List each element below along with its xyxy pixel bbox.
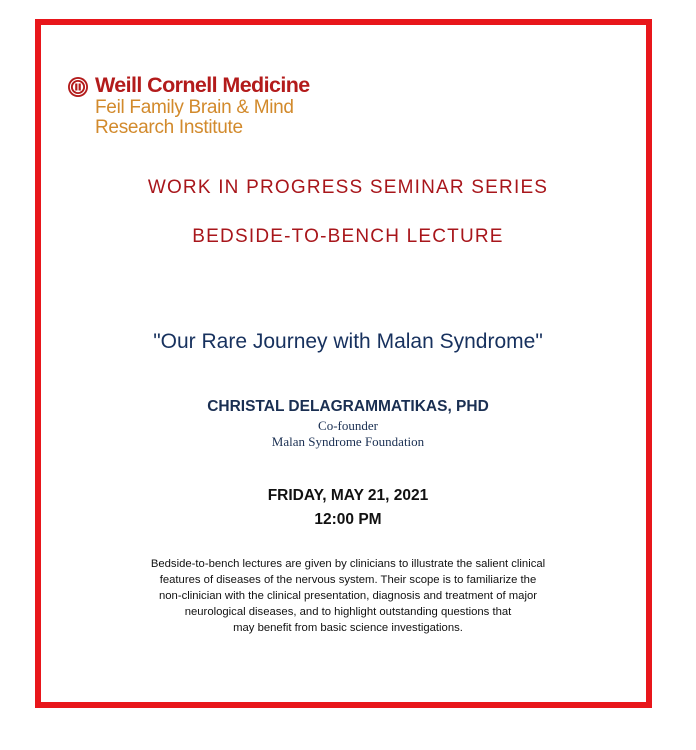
- description-line: Bedside-to-bench lectures are given by clinicians to illustrate the salient clinical: [150, 558, 546, 570]
- seal-icon: [67, 76, 89, 98]
- lecture-title: BEDSIDE-TO-BENCH LECTURE: [192, 226, 504, 247]
- talk-title: "Our Rare Journey with Malan Syndrome": [153, 330, 543, 353]
- description-line: may benefit from basic science investigations.: [233, 622, 463, 634]
- series-title: WORK IN PROGRESS SEMINAR SERIES: [147, 177, 549, 198]
- description-line: neurological diseases, and to highlight outstanding questions that: [184, 606, 512, 618]
- speaker-role: Co-founder: [318, 418, 378, 433]
- lecture-description: [98, 556, 598, 636]
- logo-subtitle-2: Research Institute: [95, 117, 243, 138]
- description-line: non-clinician with the clinical presentation, diagnosis and treatment of major: [158, 590, 538, 602]
- logo-subtitle-1: Feil Family Brain & Mind: [95, 97, 294, 118]
- speaker-organization: Malan Syndrome Foundation: [271, 434, 425, 449]
- event-date: FRIDAY, MAY 21, 2021: [267, 487, 429, 504]
- logo-wordmark: Weill Cornell Medicine: [95, 73, 310, 97]
- description-line: features of diseases of the nervous system. Their scope is to familiarize the: [159, 574, 537, 586]
- event-time: 12:00 PM: [314, 511, 382, 528]
- speaker-name: CHRISTAL DELAGRAMMATIKAS, PHD: [207, 398, 489, 415]
- institution-logo: [67, 73, 367, 143]
